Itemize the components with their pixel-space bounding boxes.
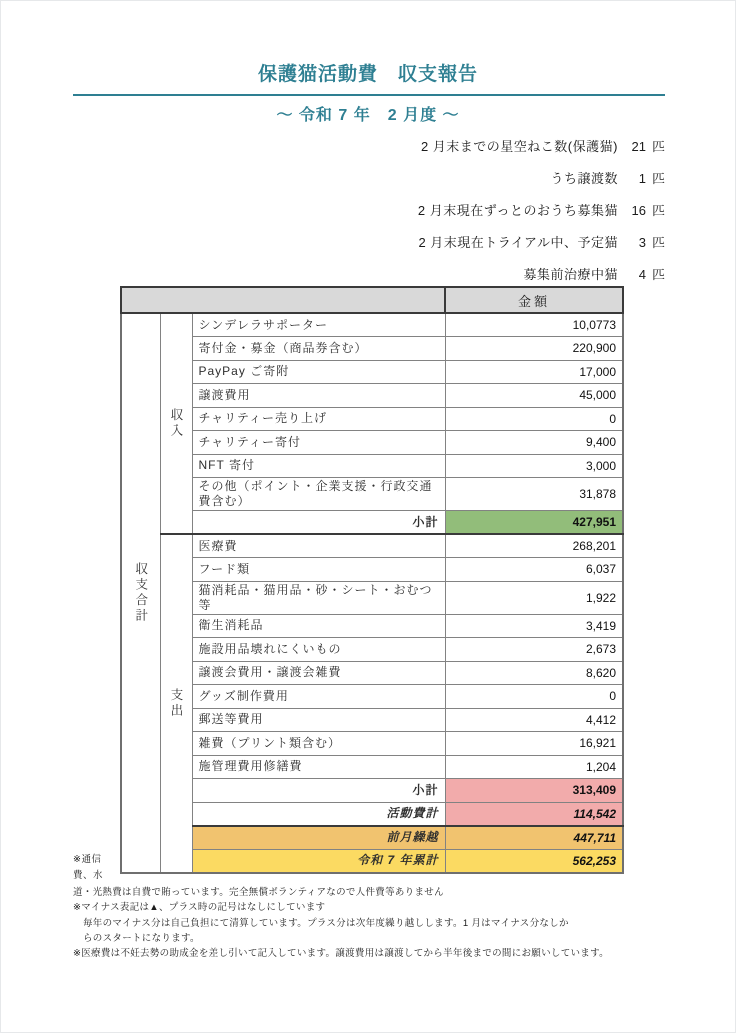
- item-label: チャリティー売り上げ: [192, 407, 445, 431]
- item-label: PayPay ご寄附: [192, 360, 445, 384]
- income-subtotal-label: 小計: [192, 511, 445, 535]
- table-row: [121, 638, 623, 662]
- income-subtotal-amount: 427,951: [445, 511, 623, 535]
- stat-count: 21: [631, 139, 646, 154]
- item-amount: 31,878: [445, 478, 623, 511]
- expense-subtotal-label: 小計: [192, 779, 445, 803]
- item-amount: 10,0773: [445, 313, 623, 337]
- activity-total-row: [121, 802, 623, 826]
- item-label: 医療費: [192, 534, 445, 558]
- item-label: 譲渡費用: [192, 384, 445, 408]
- item-amount: 0: [445, 685, 623, 709]
- table-row: [121, 337, 623, 361]
- expense-subtotal-amount: 313,409: [445, 779, 623, 803]
- stat-count: 3: [638, 235, 646, 250]
- item-label: チャリティー寄付: [192, 431, 445, 455]
- carryover-row: [121, 826, 623, 850]
- stat-line: [418, 267, 665, 282]
- stat-label: うち譲渡数: [550, 171, 618, 186]
- item-amount: 3,419: [445, 614, 623, 638]
- stat-label: 募集前治療中猫: [523, 267, 618, 282]
- footnotes: [73, 885, 693, 961]
- stat-count: 4: [638, 267, 646, 282]
- expense-subtotal-row: [121, 779, 623, 803]
- table-row: [121, 360, 623, 384]
- stat-label: 2 月末現在ずっとのおうち募集猫: [417, 203, 618, 218]
- footnote-line: 道・光熱費は自費で賄っています。完全無償ボランティアなので人件費等ありません: [73, 887, 444, 898]
- item-label: 寄付金・募金（商品券含む）: [192, 337, 445, 361]
- footnote-wrapped-left: ※通信費、水: [73, 854, 104, 881]
- page-subtitle: ～ 令和 7 年 2 月度 ～: [276, 107, 460, 124]
- table-header-row: [121, 287, 623, 313]
- table-row: [121, 384, 623, 408]
- stat-label: 2 月末までの星空ねこ数(保護猫): [420, 139, 618, 154]
- stat-line: [418, 235, 665, 250]
- table-row: [121, 685, 623, 709]
- year-total-label: 令和 7 年累計: [192, 849, 445, 873]
- footnote-line: ※医療費は不妊去勢の助成金を差し引いて記入しています。譲渡費用は譲渡してから半年後までの間にお願いしています。: [73, 948, 609, 960]
- table-row: [121, 732, 623, 756]
- table-row: [121, 755, 623, 779]
- item-amount: 2,673: [445, 638, 623, 662]
- item-label: 猫消耗品・猫用品・砂・シート・おむつ等: [192, 581, 445, 614]
- item-amount: 17,000: [445, 360, 623, 384]
- carryover-label: 前月繰越: [192, 826, 445, 850]
- stat-count: 16: [631, 203, 646, 218]
- activity-total-amount: 114,542: [445, 802, 623, 826]
- stat-unit: 匹: [651, 203, 665, 218]
- table-row: [121, 614, 623, 638]
- table-row: [121, 708, 623, 732]
- footnote-line: 毎年のマイナス分は自己負担にて清算しています。プラス分は次年度繰り越しします。1 月はマイナス分なしか: [83, 917, 569, 929]
- item-label: 雑費（プリント類含む）: [192, 732, 445, 756]
- item-label: 施設用品壊れにくいもの: [192, 638, 445, 662]
- year-total-row: [121, 849, 623, 873]
- item-label: 施管理費用修繕費: [192, 755, 445, 779]
- item-label: NFT 寄付: [192, 454, 445, 478]
- table-row: [121, 431, 623, 455]
- stat-unit: 匹: [651, 235, 665, 250]
- table-row: [121, 478, 623, 511]
- item-amount: 220,900: [445, 337, 623, 361]
- table-row: [121, 581, 623, 614]
- expense-group-label: 支出: [160, 534, 192, 873]
- item-amount: 1,922: [445, 581, 623, 614]
- stat-label: 2 月末現在トライアル中、予定猫: [418, 235, 618, 250]
- income-subtotal-row: [121, 511, 623, 535]
- table-row: [121, 313, 623, 337]
- item-label: グッズ制作費用: [192, 685, 445, 709]
- cat-stats: [418, 139, 665, 299]
- item-label: シンデレラサポーター: [192, 313, 445, 337]
- table-row: [121, 558, 623, 582]
- activity-total-label: 活動費計: [192, 802, 445, 826]
- stat-line: [418, 171, 665, 186]
- item-amount: 4,412: [445, 708, 623, 732]
- item-label: その他（ポイント・企業支援・行政交通費含む）: [192, 478, 445, 511]
- table-row: [121, 454, 623, 478]
- item-label: フード類: [192, 558, 445, 582]
- row-group-label-total: 収支合計: [121, 313, 160, 873]
- table-row: [121, 661, 623, 685]
- stat-line: [418, 203, 665, 218]
- stat-line: [418, 139, 665, 154]
- income-expense-table: [120, 286, 624, 874]
- item-amount: 268,201: [445, 534, 623, 558]
- footnote-line: らのスタートになります。: [83, 932, 200, 944]
- footnote-line: ※マイナス表記は▲、プラス時の記号はなしにしています: [73, 902, 326, 914]
- income-group-label: 収入: [160, 313, 192, 534]
- item-amount: 8,620: [445, 661, 623, 685]
- item-amount: 16,921: [445, 732, 623, 756]
- table-row: [121, 534, 623, 558]
- item-amount: 9,400: [445, 431, 623, 455]
- blank-header-cell: [121, 287, 445, 313]
- item-amount: 6,037: [445, 558, 623, 582]
- item-amount: 3,000: [445, 454, 623, 478]
- item-amount: 1,204: [445, 755, 623, 779]
- title-divider: [73, 94, 665, 96]
- item-label: 譲渡会費用・譲渡会雑費: [192, 661, 445, 685]
- item-amount: 0: [445, 407, 623, 431]
- year-total-amount: 562,253: [445, 849, 623, 873]
- stat-unit: 匹: [651, 267, 665, 282]
- item-label: 郵送等費用: [192, 708, 445, 732]
- amount-column-header: 金額: [445, 287, 623, 313]
- stat-unit: 匹: [651, 171, 665, 186]
- stat-count: 1: [638, 171, 646, 186]
- item-amount: 45,000: [445, 384, 623, 408]
- page-title: 保護猫活動費 収支報告: [257, 64, 478, 85]
- table-row: [121, 407, 623, 431]
- stat-unit: 匹: [651, 139, 665, 154]
- carryover-amount: 447,711: [445, 826, 623, 850]
- item-label: 衛生消耗品: [192, 614, 445, 638]
